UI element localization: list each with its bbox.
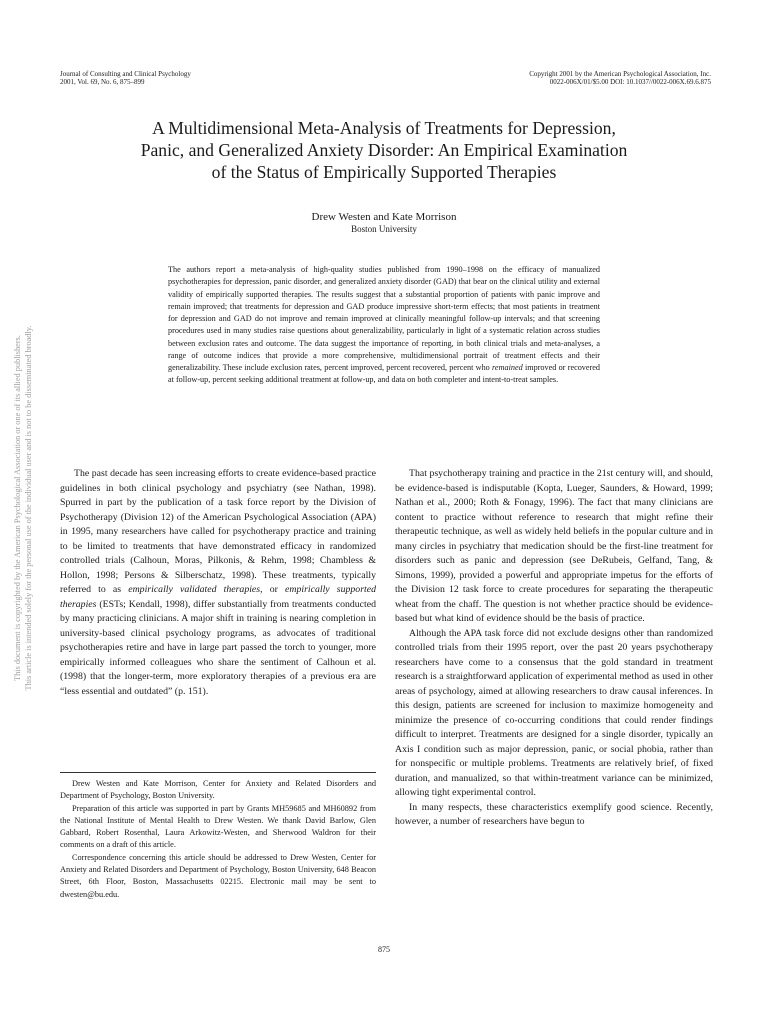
- abstract-emphasis: remained: [492, 363, 523, 372]
- title-line-2: Panic, and Generalized Anxiety Disorder: An Empirical Examination: [140, 140, 628, 160]
- body-column-left: [60, 467, 376, 699]
- body-text: or: [262, 584, 286, 595]
- copyright-line: Copyright 2001 by the American Psychological Association, Inc.: [529, 70, 711, 78]
- footnote-funding: Preparation of this article was supported in part by Grants MH59685 and MH60892 from the National Institute of Mental Health to Drew Westen. We thank David Barlow, Glen Gabbard, Robert Rosenthal, Laura Arkowitz-Westen, and Sherwood Waldron for their comments on a draft of this article.: [60, 803, 376, 850]
- title-line-1: A Multidimensional Meta-Analysis of Treatments for Depression,: [152, 118, 616, 138]
- copyright-sidebar: [3, 278, 43, 738]
- journal-header: [60, 70, 191, 86]
- copyright-sidebar-line-2: This article is intended solely for the personal use of the individual user and is not to be disseminated broadly.: [24, 325, 33, 691]
- abstract: [168, 264, 600, 387]
- author-affiliation: Boston University: [351, 224, 417, 234]
- journal-volume: 2001, Vol. 69, No. 6, 875–899: [60, 78, 145, 86]
- footnote-affiliation: Drew Westen and Kate Morrison, Center for Anxiety and Related Disorders and Department of Psychology, Boston University.: [60, 779, 376, 801]
- author-names: Drew Westen and Kate Morrison: [311, 211, 457, 223]
- body-paragraph: [60, 467, 376, 699]
- body-column-right: [395, 467, 713, 830]
- footnotes: [60, 778, 376, 901]
- abstract-text-1: The authors report a meta-analysis of high-quality studies published from 1990–1998 on the efficacy of manualized psychotherapies for depression, panic disorder, and generalized anxiety disorder (GAD) that bear on the clinical utility and external validity of empirically supported therapies. The results suggest that a substantial proportion of patients with panic improve and remain improved; that treatments for depression and GAD produce impressive short-term effects; that most patients in treatment for depression and GAD do not improve and remain improved at clinically meaningful follow-up intervals; and that screening procedures used in many studies raise questions about generalizability, particularly in light of a systematic relation across studies between exclusion rates and outcome. The data suggest the importance of reporting, in both clinical trials and meta-analyses, a range of outcome indices that provide a more comprehensive, multidimensional portrait of treatment effects and their generalizability. These include exclusion rates, percent improved, percent recovered, percent who: [168, 265, 600, 372]
- body-paragraph: In many respects, these characteristics exemplify good science. Recently, however, a number of researchers have begun to: [395, 801, 713, 827]
- abstract-text-2: improved or recovered at follow-up, percent seeking additional treatment at follow-up, and data on both completer and intent-to-treat samples.: [168, 363, 600, 385]
- page-number: 875: [378, 945, 390, 954]
- title-line-3: of the Status of Empirically Supported Therapies: [211, 162, 557, 182]
- body-text: The past decade has seen increasing efforts to create evidence-based practice guidelines in both clinical psychology and psychiatry (see Nathan, 1998). Spurred in part by the publication of a task force report by the Division of Psychotherapy (Division 12) of the American Psychological Association (APA) in 1995, many researchers have called for psychotherapy practice and training to be limited to treatments that have demonstrated efficacy in randomized controlled trials (Calhoun, Moras, Pilkonis, & Rehm, 1998; Chambless & Hollon, 1998; Persons & Silberschatz, 1998). These treatments, typically referred to as: [60, 468, 376, 595]
- journal-name: Journal of Consulting and Clinical Psychology: [60, 70, 191, 78]
- footnote-correspondence: Correspondence concerning this article should be addressed to Drew Westen, Center for Anxiety and Related Disorders and Department of Psychology, Boston University, 648 Beacon Street, 6th Floor, Boston, Massachusetts 02215. Electronic mail may be sent to dwesten@bu.edu.: [60, 852, 376, 899]
- copyright-sidebar-line-1: This document is copyrighted by the American Psychological Association or one of its allied publishers.: [13, 335, 22, 681]
- footnote-divider: [60, 772, 376, 773]
- body-emphasis: empirically supported therapies: [60, 584, 376, 610]
- article-title: [60, 117, 708, 183]
- copyright-sidebar-text: [12, 326, 34, 691]
- body-emphasis: empirically validated therapies,: [128, 584, 263, 595]
- body-paragraph: That psychotherapy training and practice in the 21st century will, and should, be evidence-based is indisputable (Kopta, Lueger, Saunders, & Howard, 1999; Nathan et al., 2000; Roth & Fonagy, 1996). The fact that many clinicians are content to practice without reference to research that might refine their therapeutic technique, as well as widely held beliefs in the popular culture and in many circles in psychiatry that medication should be the first-line treatment for disorders such as panic and depression (see DeRubeis, Gelfand, Tang, & Simons, 1999), provided a powerful and appropriate impetus for the efforts of the Division 12 task force to create procedures for separating the therapeutic wheat from the chaff. The question is not whether practice should be evidence-based but what kind of evidence should be the basis of practice.: [395, 468, 713, 624]
- body-text: (ESTs; Kendall, 1998), differ substantially from treatments conducted by many practicing clinicians. A major shift in training is nearing completion in university-based clinical psychology programs, as advocates of traditional psychotherapies retire and have in large part passed the torch to younger, more empirically informed colleagues who share the sentiment of Calhoun et al. (1998) that the longer-term, more exploratory therapies of a previous era are “less essential and outdated” (p. 151).: [60, 598, 376, 697]
- copyright-header: [529, 70, 711, 86]
- doi-line: 0022-006X/01/$5.00 DOI: 10.1037//0022-006X.69.6.875: [549, 78, 711, 86]
- body-paragraph: Although the APA task force did not exclude designs other than randomized controlled trials from their 1995 report, over the past 20 years psychotherapy researchers have come to a consensus that the gold standard in treatment research is a straightforward application of experimental method as used in other areas of psychology, aimed at allowing researchers to draw causal inferences. In this design, patients are screened for inclusion to maximize homogeneity and minimize the presence of co-occurring conditions that could render findings difficult to interpret. Treatments are designed for a single disorder, typically an Axis I condition such as major depression, panic, or social phobia, rather than for nonspecific or multiple problems. Treatments are relatively brief, of fixed duration, and manualized, so that within-treatment variance can be minimized, allowing tight experimental control.: [395, 627, 713, 798]
